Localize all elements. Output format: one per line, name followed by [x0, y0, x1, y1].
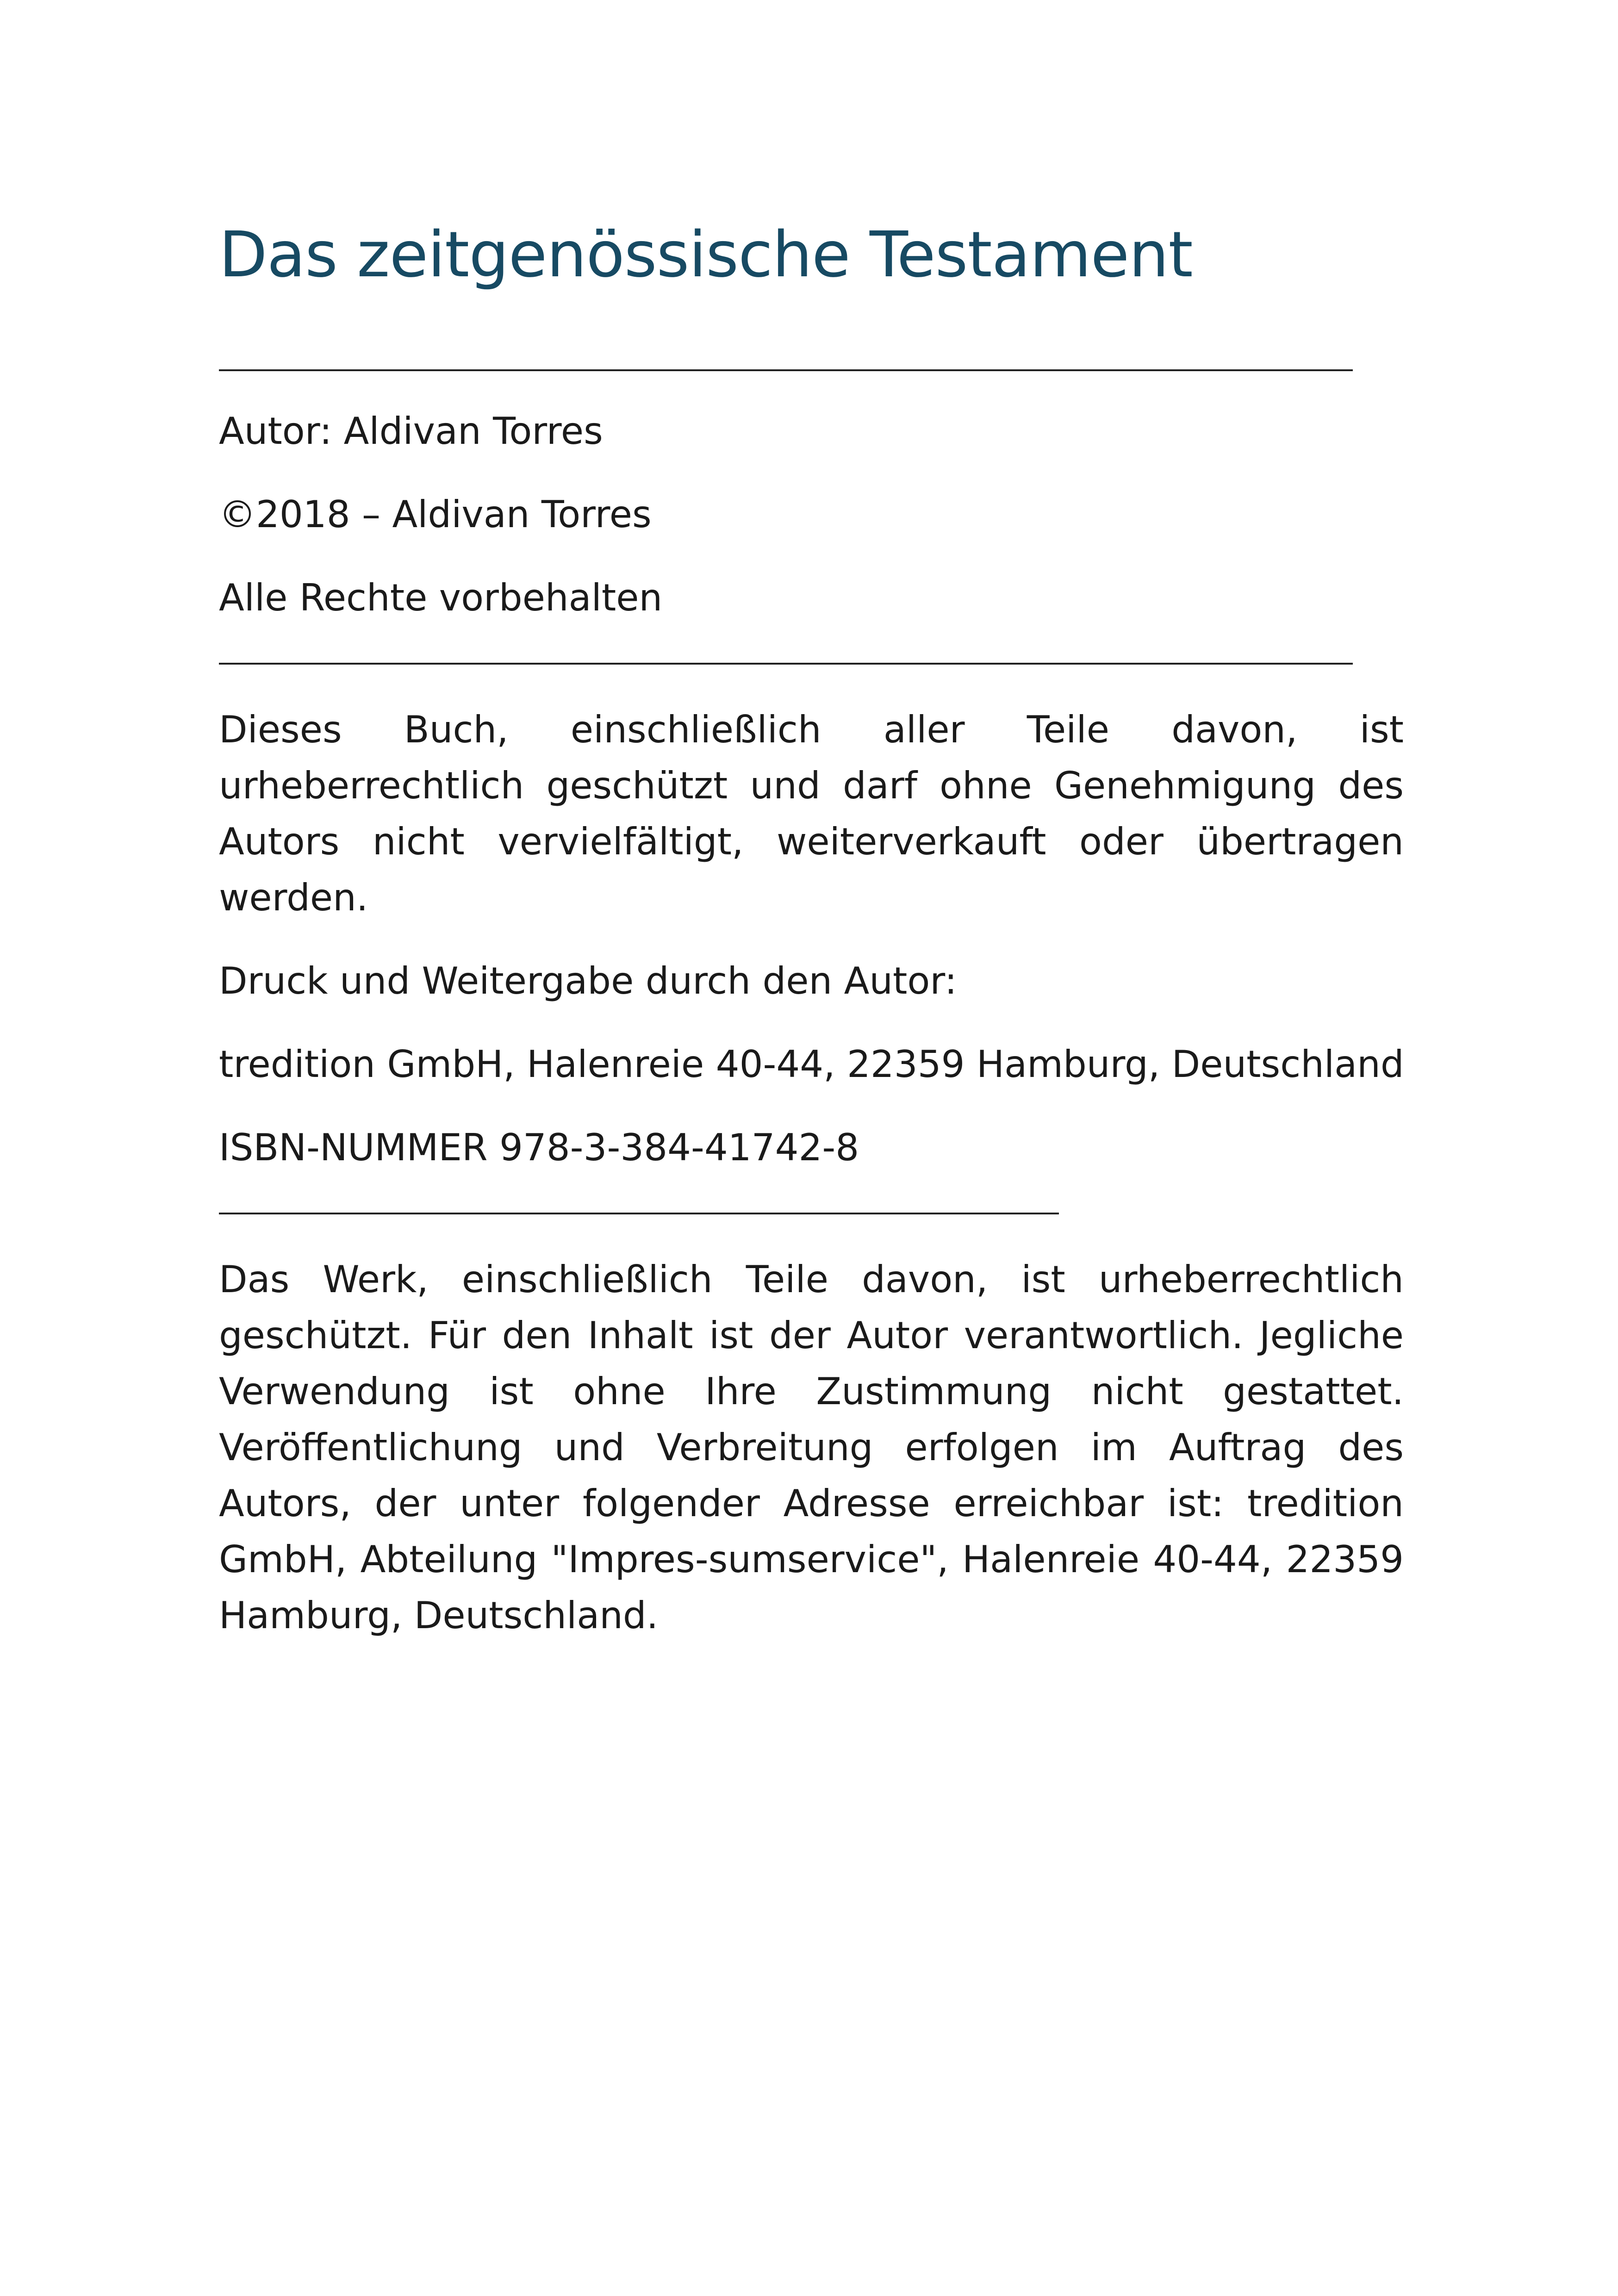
- legal-notice: Das Werk, einschließlich Teile davon, ist urheberrechtlich geschützt. Für den Inhalt ist der Autor verantwortlich. Jegliche Verwendung ist ohne Ihre Zustimmung nicht gestattet. Veröffentlichung und Verbreitung erfolgen im Auftrag des Autors, der unter folgender Adresse erreichbar ist: tredition GmbH, Abteilung "Impres-sumservice", Halenreie 40-44, 22359 Hamburg, Deutschland.: [219, 1258, 1404, 1637]
- copyright-line: ©2018 – Aldivan Torres: [219, 493, 652, 536]
- rights-line: Alle Rechte vorbehalten: [219, 576, 663, 620]
- isbn-line: ISBN-NUMMER 978-3-384-41742-8: [219, 1126, 859, 1170]
- page-content: [219, 218, 1404, 1643]
- publisher-address: tredition GmbH, Halenreie 40-44, 22359 Hamburg, Deutschland: [219, 1043, 1404, 1086]
- author-line: Autor: Aldivan Torres: [219, 410, 603, 453]
- printing-line: Druck und Weitergabe durch den Autor:: [219, 959, 957, 1003]
- copyright-notice: Dieses Buch, einschließlich aller Teile davon, ist urheberrechtlich geschützt und darf ohne Genehmigung des Autors nicht vervielfältigt, weiterverkauft oder übertragen werden.: [219, 708, 1404, 920]
- document-title: Das zeitgenössische Testament: [219, 218, 1193, 292]
